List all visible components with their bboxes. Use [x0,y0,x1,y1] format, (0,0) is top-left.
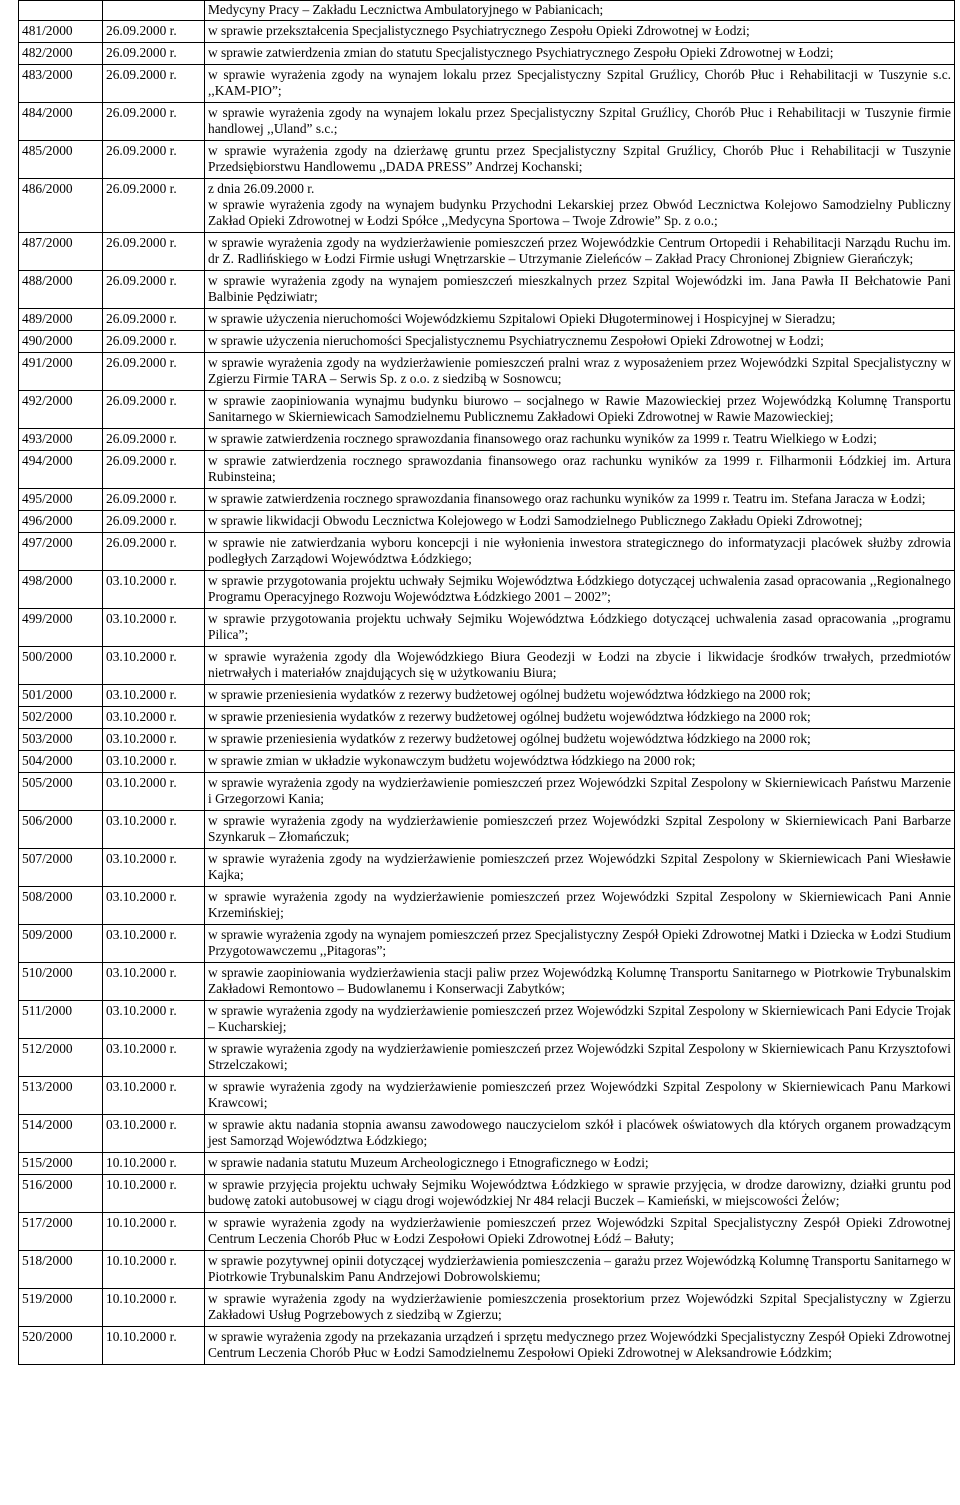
resolution-subject: w sprawie nie zatwierdzania wyboru koncepcji i nie wyłonienia inwestora strategicznego do informatyzacji placówek służby zdrowia podległych Zarządowi Województwa Łódzkiego; [205,533,955,571]
table-row [19,533,955,571]
table-row [19,353,955,391]
resolution-date: 26.09.2000 r. [103,179,205,233]
resolution-number: 482/2000 [19,43,103,65]
resolution-date: 03.10.2000 r. [103,811,205,849]
table-row [19,887,955,925]
table-row [19,65,955,103]
resolution-date: 03.10.2000 r. [103,685,205,707]
table-row [19,773,955,811]
resolution-subject: w sprawie likwidacji Obwodu Lecznictwa Kolejowego w Łodzi Samodzielnego Publicznego Zakładu Opieki Zdrowotnej; [205,511,955,533]
table-row [19,43,955,65]
resolution-date: 03.10.2000 r. [103,1001,205,1039]
table-row [19,179,955,233]
table-row [19,331,955,353]
resolution-subject: w sprawie przygotowania projektu uchwały Sejmiku Województwa Łódzkiego dotyczącej uchwalenia zasad opracowania ,,Regionalnego Programu Operacyjnego Rozwoju Województwa Łódzkiego 2001 – 2002”; [205,571,955,609]
resolution-date: 03.10.2000 r. [103,707,205,729]
resolution-subject: w sprawie wyrażenia zgody na wydzierżawienie pomieszczeń przez Wojewódzki Szpital Zespolony w Skierniewicach Panu Krzysztofowi Strzelczakowi; [205,1039,955,1077]
table-row [19,707,955,729]
resolution-date: 26.09.2000 r. [103,489,205,511]
resolution-number: 508/2000 [19,887,103,925]
table-row [19,1213,955,1251]
table-row [19,1115,955,1153]
resolution-number: 516/2000 [19,1175,103,1213]
resolution-number: 481/2000 [19,21,103,43]
table-row [19,21,955,43]
table-row [19,141,955,179]
resolution-date: 26.09.2000 r. [103,511,205,533]
resolution-date: 03.10.2000 r. [103,1115,205,1153]
resolution-subject: w sprawie zatwierdzenia zmian do statutu Specjalistycznego Psychiatrycznego Zespołu Opieki Zdrowotnej w Łodzi; [205,43,955,65]
resolution-subject: w sprawie przeniesienia wydatków z rezerwy budżetowej ogólnej budżetu województwa łódzkiego na 2000 rok; [205,707,955,729]
resolution-number: 496/2000 [19,511,103,533]
resolution-number: 505/2000 [19,773,103,811]
resolution-date: 03.10.2000 r. [103,1039,205,1077]
resolution-subject: w sprawie zaopiniowania wydzierżawienia stacji paliw przez Wojewódzką Kolumnę Transportu Sanitarnego w Piotrkowie Trybunalskim Zakładowi Remontowo – Budowlanemu i Konserwacji Zabytków; [205,963,955,1001]
resolution-date: 26.09.2000 r. [103,233,205,271]
resolution-subject: w sprawie aktu nadania stopnia awansu zawodowego nauczycielom szkół i placówek oświatowych dla których organem prowadzącym jest Samorząd Województwa Łódzkiego; [205,1115,955,1153]
resolution-number: 498/2000 [19,571,103,609]
resolution-subject: w sprawie przygotowania projektu uchwały Sejmiku Województwa Łódzkiego dotyczącej uchwalenia zasad opracowania ,,programu Pilica”; [205,609,955,647]
resolution-number: 484/2000 [19,103,103,141]
resolution-number: 506/2000 [19,811,103,849]
table-row [19,751,955,773]
resolution-subject: w sprawie przyjęcia projektu uchwały Sejmiku Województwa Łódzkiego w sprawie przyjęcia, w drodze darowizny, działki gruntu pod budowę zatoki autobusowej w ciągu drogi wojewódzkiej Nr 484 relacji Buczek – Kamieński, w miejscowości Żelów; [205,1175,955,1213]
resolution-number: 512/2000 [19,1039,103,1077]
resolution-subject: w sprawie wyrażenia zgody na wydzierżawienie pomieszczeń przez Wojewódzki Szpital Zespolony w Skierniewicach Państwu Marzenie i Grzegorzowi Kania; [205,773,955,811]
resolution-date: 10.10.2000 r. [103,1289,205,1327]
resolution-subject: w sprawie wyrażenia zgody na wydzierżawienie pomieszczeń przez Wojewódzki Szpital Zespolony w Skierniewicach Pani Annie Krzemińskiej; [205,887,955,925]
resolution-subject: w sprawie nadania statutu Muzeum Archeologicznego i Etnograficznego w Łodzi; [205,1153,955,1175]
resolution-subject: w sprawie zmian w układzie wykonawczym budżetu województwa łódzkiego na 2000 rok; [205,751,955,773]
resolution-date: 03.10.2000 r. [103,849,205,887]
resolution-number: 491/2000 [19,353,103,391]
resolution-number: 487/2000 [19,233,103,271]
resolution-date: 03.10.2000 r. [103,647,205,685]
resolution-date: 10.10.2000 r. [103,1251,205,1289]
resolution-number: 503/2000 [19,729,103,751]
table-row [19,1077,955,1115]
table-row [19,925,955,963]
table-row [19,511,955,533]
resolution-number: 499/2000 [19,609,103,647]
table-row [19,103,955,141]
resolution-subject: w sprawie wyrażenia zgody na wynajem lokalu przez Specjalistyczny Szpital Gruźlicy, Chorób Płuc i Rehabilitacji w Tuszynie s.c. ,,KAM-PIO”; [205,65,955,103]
resolution-date: 26.09.2000 r. [103,43,205,65]
resolution-number: 493/2000 [19,429,103,451]
table-row [19,1251,955,1289]
resolution-subject: w sprawie wyrażenia zgody na dzierżawę gruntu przez Specjalistyczny Szpital Gruźlicy, Chorób Płuc i Rehabilitacji w Tuszynie Przedsiębiorstwu Handlowemu ,,DADA PRESS” Andrzej Kochanski; [205,141,955,179]
resolution-date: 26.09.2000 r. [103,103,205,141]
resolution-subject: w sprawie wyrażenia zgody na wydzierżawienie pomieszczeń przez Wojewódzkie Centrum Ortopedii i Rehabilitacji Narządu Ruchu im. dr Z. Radlińskiego w Łodzi Firmie usługi Wnętrzarskie – Utrzymanie Zieleńców – Zakład Pracy Chronionej Zbigniew Gierańczyk; [205,233,955,271]
resolution-number: 515/2000 [19,1153,103,1175]
resolution-number: 510/2000 [19,963,103,1001]
resolution-number: 495/2000 [19,489,103,511]
resolution-subject: w sprawie użyczenia nieruchomości Wojewódzkiemu Szpitalowi Opieki Długoterminowej i Hospicyjnej w Sieradzu; [205,309,955,331]
resolution-subject: w sprawie zatwierdzenia rocznego sprawozdania finansowego oraz rachunku wyników za 1999 r. Filharmonii Łódzkiej im. Artura Rubinsteina; [205,451,955,489]
resolution-number: 497/2000 [19,533,103,571]
resolution-subject: Medycyny Pracy – Zakładu Lecznictwa Ambulatoryjnego w Pabianicach; [205,1,955,21]
resolution-date: 03.10.2000 r. [103,887,205,925]
table-row [19,1153,955,1175]
table-row-continuation [19,1,955,21]
resolution-number: 507/2000 [19,849,103,887]
resolution-number: 513/2000 [19,1077,103,1115]
resolution-subject: w sprawie wyrażenia zgody na wydzierżawienie pomieszczenia prosektorium przez Wojewódzki Szpital Specjalistyczny w Zgierzu Zakładowi Usług Pogrzebowych z siedzibą w Zgierzu; [205,1289,955,1327]
resolution-number: 519/2000 [19,1289,103,1327]
resolution-date: 26.09.2000 r. [103,353,205,391]
resolution-date: 10.10.2000 r. [103,1327,205,1365]
resolution-date: 10.10.2000 r. [103,1213,205,1251]
resolution-date: 03.10.2000 r. [103,729,205,751]
resolution-date: 26.09.2000 r. [103,429,205,451]
resolution-number: 502/2000 [19,707,103,729]
resolution-subject: w sprawie wyrażenia zgody na przekazania urządzeń i sprzętu medycznego przez Wojewódzki Specjalistyczny Zespół Opieki Zdrowotnej Centrum Leczenia Chorób Płuc w Łodzi Samodzielnemu Zespołowi Opieki Zdrowotnej w Aleksandrowie Łódzkim; [205,1327,955,1365]
resolution-date: 03.10.2000 r. [103,571,205,609]
table-row [19,233,955,271]
resolution-subject: w sprawie zaopiniowania wynajmu budynku biurowo – socjalnego w Rawie Mazowieckiej przez Wojewódzką Kolumnę Transportu Sanitarnego w Skierniewicach Samodzielnemu Publicznemu Zakładowi Opieki Zdrowotnej w Rawie Mazowieckiej; [205,391,955,429]
resolution-number: 492/2000 [19,391,103,429]
table-row [19,849,955,887]
resolution-number: 501/2000 [19,685,103,707]
resolution-date: 03.10.2000 r. [103,1077,205,1115]
resolution-date: 26.09.2000 r. [103,21,205,43]
resolution-subject: w sprawie zatwierdzenia rocznego sprawozdania finansowego oraz rachunku wyników za 1999 r. Teatru im. Stefana Jaracza w Łodzi; [205,489,955,511]
table-row [19,451,955,489]
resolution-date: 03.10.2000 r. [103,751,205,773]
resolution-date: 26.09.2000 r. [103,65,205,103]
resolution-number: 490/2000 [19,331,103,353]
resolution-number: 504/2000 [19,751,103,773]
resolution-subject: w sprawie wyrażenia zgody na wydzierżawienie pomieszczeń przez Wojewódzki Szpital Zespolony w Skierniewicach Pani Edycie Trojak – Kucharskiej; [205,1001,955,1039]
resolution-subject: w sprawie przeniesienia wydatków z rezerwy budżetowej ogólnej budżetu województwa łódzkiego na 2000 rok; [205,685,955,707]
resolution-date: 03.10.2000 r. [103,963,205,1001]
resolution-subject: w sprawie wyrażenia zgody na wydzierżawienie pomieszczeń przez Wojewódzki Szpital Zespolony w Skierniewicach Panu Markowi Krawcowi; [205,1077,955,1115]
resolution-subject: w sprawie wyrażenia zgody na wydzierżawienie pomieszczeń pralni wraz z wyposażeniem przez Wojewódzki Szpital Specjalistyczny w Zgierzu Firmie TARA – Serwis Sp. z o.o. z siedzibą w Sosnowcu; [205,353,955,391]
resolution-number: 489/2000 [19,309,103,331]
table-row [19,647,955,685]
resolution-subject: w sprawie wyrażenia zgody dla Wojewódzkiego Biura Geodezji w Łodzi na zbycie i likwidacje środków trwałych, przedmiotów nietrwałych i materiałów znajdujących się w użytkowaniu Biura; [205,647,955,685]
resolution-subject: w sprawie wyrażenia zgody na wynajem pomieszczeń przez Specjalistyczny Zespół Opieki Zdrowotnej Matki i Dziecka w Łodzi Studium Przygotowawczemu ,,Pitagoras”; [205,925,955,963]
resolution-subject: z dnia 26.09.2000 r. w sprawie wyrażenia zgody na wynajem budynku Przychodni Lekarskiej przez Obwód Lecznictwa Kolejowo Samodzielny Publiczny Zakład Opieki Zdrowotnej w Łodzi Spółce ,,Medycyna Sportowa – Twoje Zdrowie” Sp. z o.o.; [205,179,955,233]
resolution-number: 518/2000 [19,1251,103,1289]
resolution-number [19,1,103,21]
resolution-subject: w sprawie przekształcenia Specjalistycznego Psychiatrycznego Zespołu Opieki Zdrowotnej w Łodzi; [205,21,955,43]
resolution-date: 03.10.2000 r. [103,609,205,647]
resolution-number: 483/2000 [19,65,103,103]
resolution-number: 514/2000 [19,1115,103,1153]
table-row [19,1327,955,1365]
table-row [19,729,955,751]
table-row [19,571,955,609]
resolution-number: 520/2000 [19,1327,103,1365]
resolution-number: 500/2000 [19,647,103,685]
resolution-date: 10.10.2000 r. [103,1153,205,1175]
table-row [19,609,955,647]
resolution-number: 511/2000 [19,1001,103,1039]
resolution-date [103,1,205,21]
table-row [19,309,955,331]
table-row [19,489,955,511]
table-row [19,685,955,707]
resolution-date: 03.10.2000 r. [103,773,205,811]
resolution-subject: w sprawie wyrażenia zgody na wydzierżawienie pomieszczeń przez Wojewódzki Szpital Zespolony w Skierniewicach Pani Wiesławie Kajka; [205,849,955,887]
resolutions-table-body [19,1,955,1365]
resolution-subject: w sprawie wyrażenia zgody na wydzierżawienie pomieszczeń przez Wojewódzki Szpital Specjalistyczny Zespół Opieki Zdrowotnej Centrum Leczenia Chorób Płuc w Łodzi Zespołowi Opieki Zdrowotnej Łódź – Bałuty; [205,1213,955,1251]
resolution-number: 509/2000 [19,925,103,963]
table-row [19,391,955,429]
resolution-number: 486/2000 [19,179,103,233]
resolution-subject: w sprawie wyrażenia zgody na wynajem lokalu przez Specjalistyczny Szpital Gruźlicy, Chorób Płuc i Rehabilitacji w Tuszynie firmie handlowej ,,Uland” s.c.; [205,103,955,141]
resolution-number: 485/2000 [19,141,103,179]
table-row [19,1289,955,1327]
resolution-subject: w sprawie przeniesienia wydatków z rezerwy budżetowej ogólnej budżetu województwa łódzkiego na 2000 rok; [205,729,955,751]
resolution-subject: w sprawie wyrażenia zgody na wydzierżawienie pomieszczeń przez Wojewódzki Szpital Zespolony w Skierniewicach Pani Barbarze Szynkaruk – Złomańczuk; [205,811,955,849]
resolution-subject: w sprawie pozytywnej opinii dotyczącej wydzierżawienia pomieszczenia – garażu przez Wojewódzką Kolumnę Transportu Sanitarnego w Piotrkowie Trybunalskim Panu Andrzejowi Dobrowolskiemu; [205,1251,955,1289]
resolution-subject: w sprawie użyczenia nieruchomości Specjalistycznemu Psychiatrycznemu Zespołowi Opieki Zdrowotnej w Łodzi; [205,331,955,353]
resolution-subject: w sprawie zatwierdzenia rocznego sprawozdania finansowego oraz rachunku wyników za 1999 r. Teatru Wielkiego w Łodzi; [205,429,955,451]
resolutions-table [18,0,955,1365]
table-row [19,1001,955,1039]
resolution-date: 26.09.2000 r. [103,141,205,179]
resolution-date: 26.09.2000 r. [103,309,205,331]
table-row [19,1039,955,1077]
resolution-subject: w sprawie wyrażenia zgody na wynajem pomieszczeń mieszkalnych przez Szpital Wojewódzki im. Jana Pawła II Bełchatowie Pani Balbinie Pędziwiatr; [205,271,955,309]
resolution-date: 26.09.2000 r. [103,271,205,309]
table-row [19,963,955,1001]
table-row [19,1175,955,1213]
resolution-date: 26.09.2000 r. [103,533,205,571]
table-row [19,429,955,451]
resolution-date: 26.09.2000 r. [103,391,205,429]
resolution-date: 03.10.2000 r. [103,925,205,963]
table-row [19,271,955,309]
resolution-number: 494/2000 [19,451,103,489]
resolution-number: 517/2000 [19,1213,103,1251]
resolution-date: 26.09.2000 r. [103,331,205,353]
table-row [19,811,955,849]
resolutions-register [18,0,954,1365]
resolution-date: 26.09.2000 r. [103,451,205,489]
resolution-date: 10.10.2000 r. [103,1175,205,1213]
resolution-number: 488/2000 [19,271,103,309]
